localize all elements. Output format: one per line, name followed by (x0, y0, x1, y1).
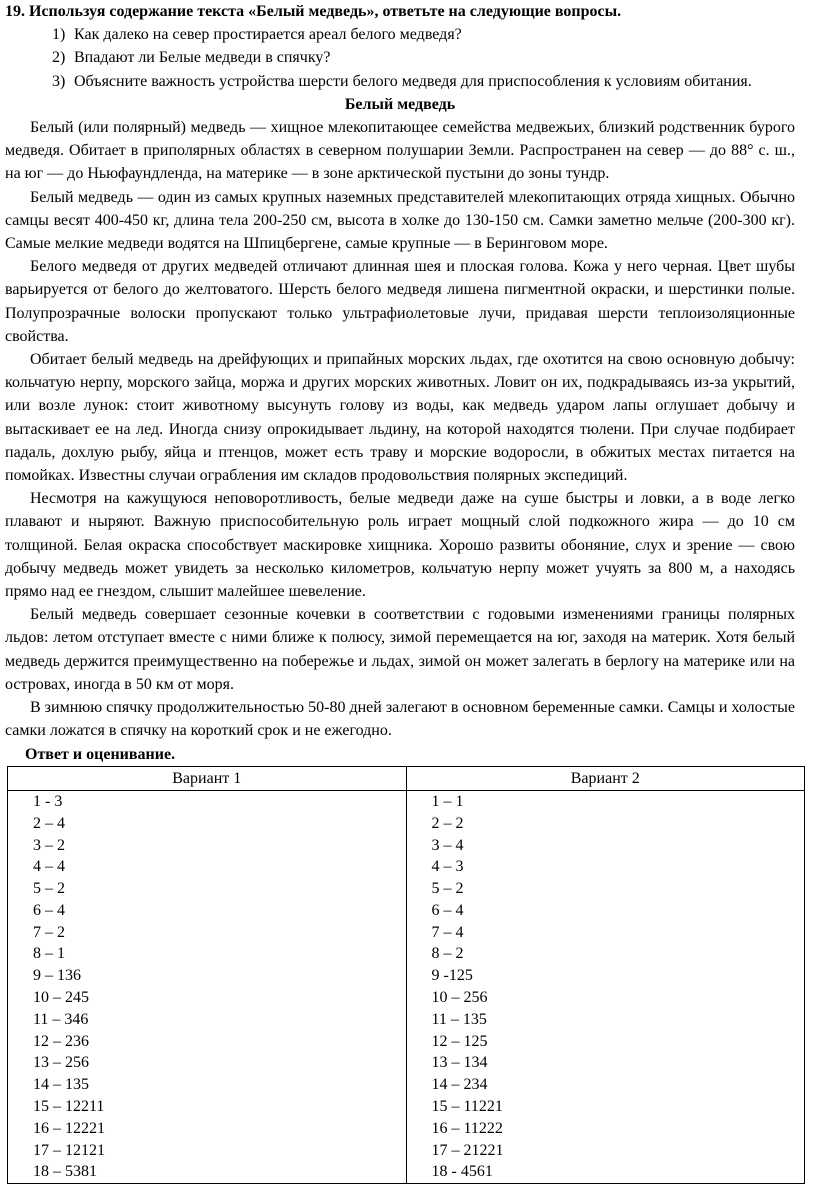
article-paragraph: Несмотря на кажущуюся неповоротливость, белые медведи даже на суше быстры и ловки, а в воде легко плавают и ныряют. Важную приспособительную роль играет мощный слой подкожного жира — до 10 см толщиной. Белая окраска способствует маскировке хищника. Хорошо развиты обоняние, слух и зрение — свою добычу медведь может увидеть за несколько километров, кольчатую нерпу может учуять за 800 м, а находясь прямо над ее гнездом, слышит малейшее шевеление. (5, 490, 795, 601)
answer-item: 12 – 236 (33, 1032, 89, 1050)
answers-table (7, 766, 805, 1184)
answer-item: 2 – 4 (33, 814, 65, 832)
answer-item: 16 – 12221 (33, 1119, 105, 1137)
answer-item: 18 - 4561 (431, 1163, 493, 1181)
answer-item: 1 - 3 (33, 792, 63, 810)
answer-item: 13 – 134 (431, 1054, 488, 1072)
article-paragraph: В зимнюю спячку продолжительностью 50-80 дней залегают в основном беременные самки. Самцы и холостые самки ложатся в спячку на короткий срок и не ежегодно. (5, 699, 795, 740)
question-text: Как далеко на север простирается ареал белого медведя? (74, 26, 462, 44)
answers-heading: Ответ и оценивание. (25, 745, 176, 763)
answer-item: 16 – 11222 (431, 1119, 503, 1137)
article-paragraph: Обитает белый медведь на дрейфующих и припайных морских льдах, где охотится на свою основную добычу: кольчатую нерпу, морского зайца, моржа и других морских животных. Ловит он их, подкрадываясь из-за укрытий, или возле лунок: стоит животному высунуть голову из воды, как медведь ударом лапы оглушает добычу и вытаскивает ее на лед. Иногда снизу опрокидывает льдину, на которой находятся тюлени. При случае подбирает падаль, дохлую рыбу, яйца и птенцов, может есть траву и морские водоросли, в обжитых местах питается на помойках. Известны случаи ограбления им складов продовольствия полярных экспедиций. (5, 351, 795, 485)
question-2 (5, 46, 795, 69)
column-header-variant-1: Вариант 1 (8, 766, 407, 790)
question-number: 2) (52, 49, 66, 67)
answers-header-row (8, 766, 805, 790)
answers-body-row (8, 790, 805, 1183)
article-paragraph: Белый медведь совершает сезонные кочевки в соответствии с годовыми изменениями границы полярных льдов: летом отступает вместе с ними ближе к полюсу, зимой перемещается на юг, заходя на материк. Хотя белый медведь держится преимущественно на побережье и льдах, зимой он может залегать в берлогу на материке или на островах, иногда в 50 км от моря. (5, 606, 795, 693)
document-page (5, 0, 795, 1184)
answer-item: 18 – 5381 (33, 1163, 97, 1181)
answer-item: 1 – 1 (431, 792, 464, 810)
answer-item: 4 – 4 (33, 858, 65, 876)
answer-item: 3 – 2 (33, 836, 65, 854)
answer-item: 5 – 2 (431, 880, 464, 898)
question-1 (5, 23, 795, 46)
task-heading: 19. Используя содержание текста «Белый медведь», ответьте на следующие вопросы. (5, 3, 622, 20)
answer-item: 3 – 4 (431, 836, 464, 854)
answer-item: 9 – 136 (33, 967, 81, 985)
question-number: 3) (52, 72, 66, 90)
answer-item: 15 – 12211 (33, 1098, 105, 1116)
answer-item: 9 -125 (431, 967, 473, 985)
answer-item: 7 – 2 (33, 923, 65, 941)
answer-item: 11 – 346 (33, 1010, 89, 1028)
question-number: 1) (52, 26, 66, 44)
answer-item: 8 – 1 (33, 945, 65, 963)
answer-item: 2 – 2 (431, 814, 464, 832)
answer-item: 5 – 2 (33, 880, 65, 898)
column-header-variant-2: Вариант 2 (406, 766, 805, 790)
answer-item: 12 – 125 (431, 1032, 488, 1050)
answer-item: 15 – 11221 (431, 1098, 503, 1116)
answer-item: 6 – 4 (33, 901, 65, 919)
question-text: Объясните важность устройства шерсти белого медведя для приспособления к условиям обитания. (74, 72, 752, 90)
answer-item: 11 – 135 (431, 1010, 487, 1028)
article-paragraph: Белый медведь — один из самых крупных наземных представителей млекопитающих отряда хищных. Обычно самцы весят 400-450 кг, длина тела 200-250 см, высота в холке до 130-150 см. Самки заметно мельче (200-300 кг). Самые мелкие медведи водятся на Шпицбергене, самые крупные — в Беринговом море. (5, 188, 795, 253)
answer-item: 6 – 4 (431, 901, 464, 919)
variant-1-answers (8, 790, 407, 1183)
answer-item: 17 – 21221 (431, 1141, 504, 1159)
answer-item: 10 – 256 (431, 989, 488, 1007)
article-title: Белый медведь (344, 95, 456, 113)
article-paragraph: Белого медведя от других медведей отличают длинная шея и плоская голова. Кожа у него черная. Цвет шубы варьируется от белого до желтоватого. Шерсть белого медведя лишена пигментной окраски, и шерстинки полые. Полупрозрачные волоски пропускают только ультрафиолетовые лучи, придавая шерсти теплоизоляционные свойства. (5, 258, 795, 345)
question-text: Впадают ли Белые медведи в спячку? (74, 49, 331, 67)
answer-item: 13 – 256 (33, 1054, 89, 1072)
answer-item: 4 – 3 (431, 858, 464, 876)
answer-item: 14 – 234 (431, 1076, 488, 1094)
answer-item: 17 – 12121 (33, 1141, 105, 1159)
answer-item: 8 – 2 (431, 945, 464, 963)
question-3 (5, 70, 795, 93)
article-paragraph: Белый (или полярный) медведь — хищное млекопитающее семейства медвежьих, близкий родственник бурого медведя. Обитает в приполярных областях в северном полушарии Земли. Распространен на север — до 88° с. ш., на юг — до Ньюфаундленда, на материке — в зоне арктической пустыни до зоны тундр. (5, 119, 795, 183)
answer-item: 14 – 135 (33, 1076, 89, 1094)
answer-item: 7 – 4 (431, 923, 464, 941)
variant-2-answers (406, 790, 805, 1183)
answer-item: 10 – 245 (33, 989, 89, 1007)
